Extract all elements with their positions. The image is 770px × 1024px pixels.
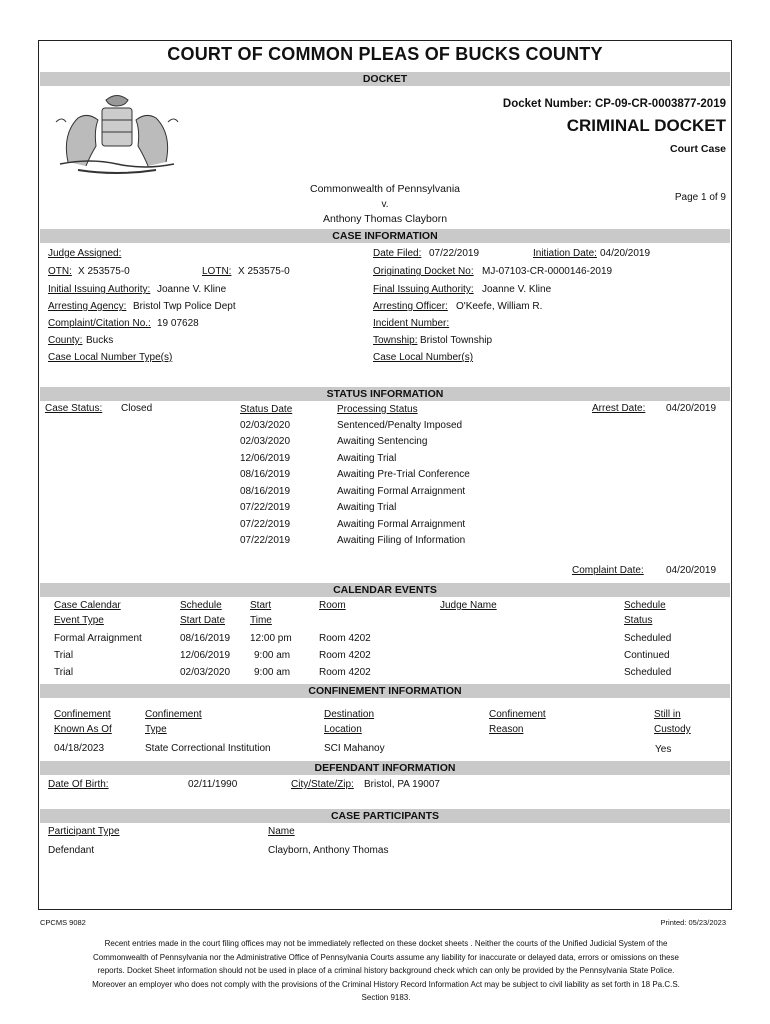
arresting-officer-value: O'Keefe, William R. bbox=[456, 301, 543, 312]
otn-value: X 253575-0 bbox=[78, 266, 130, 277]
form-id: CPCMS 9082 bbox=[40, 918, 86, 927]
status-row-status: Awaiting Pre-Trial Conference bbox=[337, 469, 470, 480]
arresting-agency-label: Arresting Agency: bbox=[48, 301, 127, 312]
case-status-value: Closed bbox=[121, 403, 153, 414]
caption-defendant: Anthony Thomas Clayborn bbox=[322, 213, 448, 225]
cal-row-date: 02/03/2020 bbox=[180, 667, 231, 678]
cal-header-type-2: Event Type bbox=[54, 615, 104, 626]
cal-row-time: 12:00 pm bbox=[250, 633, 292, 644]
conf-dest-value: SCI Mahanoy bbox=[324, 743, 385, 754]
conf-header-dest-2: Location bbox=[324, 724, 362, 735]
docket-type: CRIMINAL DOCKET bbox=[566, 116, 726, 135]
county-label: County: bbox=[48, 335, 83, 346]
status-date-header: Status Date bbox=[240, 404, 293, 415]
initiation-date-label: Initiation Date: bbox=[533, 248, 597, 259]
status-row-status: Awaiting Formal Arraignment bbox=[337, 519, 466, 530]
docket-bar: DOCKET bbox=[40, 72, 730, 86]
local-number-label: Case Local Number(s) bbox=[373, 352, 474, 363]
city-label: City/State/Zip: bbox=[291, 779, 354, 790]
defendant-bar: DEFENDANT INFORMATION bbox=[40, 761, 730, 775]
city-value: Bristol, PA 19007 bbox=[364, 779, 440, 790]
cal-header-type: Case Calendar bbox=[54, 600, 121, 611]
case-kind: Court Case bbox=[669, 143, 726, 155]
cal-header-status-2: Status bbox=[624, 615, 653, 626]
cal-header-room: Room bbox=[319, 600, 346, 611]
status-row-date: 07/22/2019 bbox=[240, 519, 291, 530]
cal-row-date: 12/06/2019 bbox=[180, 650, 231, 661]
cal-row-room: Room 4202 bbox=[319, 633, 371, 644]
incident-number-label: Incident Number: bbox=[373, 318, 450, 329]
judge-assigned-label: Judge Assigned: bbox=[48, 248, 122, 259]
participant-name-header: Name bbox=[268, 826, 295, 837]
lotn-label: LOTN: bbox=[202, 266, 232, 277]
originating-docket-value: MJ-07103-CR-0000146-2019 bbox=[482, 266, 613, 277]
status-row-status: Sentenced/Penalty Imposed bbox=[337, 420, 463, 431]
status-row-date: 12/06/2019 bbox=[240, 453, 291, 464]
cal-header-time: Start bbox=[250, 600, 272, 611]
county-value: Bucks bbox=[86, 335, 114, 346]
case-info-bar: CASE INFORMATION bbox=[40, 229, 730, 243]
initial-authority-value: Joanne V. Kline bbox=[157, 284, 227, 295]
cal-row-type: Formal Arraignment bbox=[54, 633, 142, 644]
complaint-date-label: Complaint Date: bbox=[572, 565, 644, 576]
arrest-date-label: Arrest Date: bbox=[592, 403, 646, 414]
conf-header-reason-2: Reason bbox=[489, 724, 524, 735]
complaint-no-value: 19 07628 bbox=[157, 318, 199, 329]
processing-status-header: Processing Status bbox=[337, 404, 418, 415]
status-row-date: 07/22/2019 bbox=[240, 535, 291, 546]
initial-authority-label: Initial Issuing Authority: bbox=[48, 284, 151, 295]
initiation-date-value: 04/20/2019 bbox=[600, 248, 651, 259]
calendar-bar: CALENDAR EVENTS bbox=[40, 583, 730, 597]
conf-header-dest: Destination bbox=[324, 709, 375, 720]
conf-header-custody: Still in bbox=[654, 709, 681, 720]
otn-label: OTN: bbox=[48, 266, 72, 277]
cal-row-type: Trial bbox=[54, 667, 74, 678]
complaint-no-label: Complaint/Citation No.: bbox=[48, 318, 151, 329]
status-row-status: Awaiting Sentencing bbox=[337, 436, 428, 447]
case-status-label: Case Status: bbox=[45, 403, 103, 414]
cal-header-status: Schedule bbox=[624, 600, 666, 611]
arresting-agency-value: Bristol Twp Police Dept bbox=[133, 301, 236, 312]
arresting-officer-label: Arresting Officer: bbox=[373, 301, 448, 312]
conf-header-type: Confinement bbox=[145, 709, 202, 720]
disclaimer-text: Recent entries made in the court filing offices may not be immediately reflected on these docket sheets . Neither the courts of the Unified Judicial System of the Commonwealth of Pennsylvania nor the Administrative Office of Pennsylvania Courts assume any liability for inaccurate or delayed data, errors or omissions on these reports. Docket Sheet information should not be used in place of a criminal history background check which can only be provided by the Pennsylvania State Police. Moreover an employer who does not comply with the provisions of the Criminal History Record Information Act may be subject to civil liability as set forth in 18 Pa.C.S. Section 9183. bbox=[92, 939, 680, 1002]
page-label: Page 1 of 9 bbox=[674, 192, 726, 203]
cal-row-status: Scheduled bbox=[624, 633, 672, 644]
conf-header-known: Confinement bbox=[54, 709, 111, 720]
cal-row-room: Room 4202 bbox=[319, 667, 371, 678]
complaint-date-value: 04/20/2019 bbox=[666, 565, 717, 576]
conf-known-value: 04/18/2023 bbox=[54, 743, 105, 754]
court-title: COURT OF COMMON PLEAS OF BUCKS COUNTY bbox=[167, 44, 603, 64]
final-authority-label: Final Issuing Authority: bbox=[373, 284, 474, 295]
conf-header-known-2: Known As Of bbox=[54, 724, 112, 735]
conf-header-type-2: Type bbox=[145, 724, 167, 735]
participant-type-value: Defendant bbox=[48, 845, 95, 856]
cal-header-judge: Judge Name bbox=[440, 600, 497, 611]
cal-row-status: Continued bbox=[624, 650, 670, 661]
pennsylvania-seal-icon bbox=[48, 92, 186, 174]
confinement-bar: CONFINEMENT INFORMATION bbox=[40, 684, 730, 698]
cal-row-status: Scheduled bbox=[624, 667, 672, 678]
caption-v: v. bbox=[381, 199, 389, 210]
caption-plaintiff: Commonwealth of Pennsylvania bbox=[310, 183, 460, 195]
participant-type-header: Participant Type bbox=[48, 826, 120, 837]
final-authority-value: Joanne V. Kline bbox=[482, 284, 552, 295]
participants-bar: CASE PARTICIPANTS bbox=[40, 809, 730, 823]
conf-header-custody-2: Custody bbox=[654, 724, 691, 735]
township-label: Township: bbox=[373, 335, 418, 346]
status-row-date: 08/16/2019 bbox=[240, 469, 291, 480]
originating-docket-label: Originating Docket No: bbox=[373, 266, 474, 277]
status-row-status: Awaiting Trial bbox=[337, 502, 397, 513]
status-row-date: 02/03/2020 bbox=[240, 420, 291, 431]
date-filed-label: Date Filed: bbox=[373, 248, 422, 259]
arrest-date-value: 04/20/2019 bbox=[666, 403, 717, 414]
dob-label: Date Of Birth: bbox=[48, 779, 109, 790]
cal-row-time: 9:00 am bbox=[254, 667, 291, 678]
status-row-status: Awaiting Formal Arraignment bbox=[337, 486, 466, 497]
participant-name-value: Clayborn, Anthony Thomas bbox=[268, 845, 389, 856]
status-row-date: 08/16/2019 bbox=[240, 486, 291, 497]
conf-custody-value: Yes bbox=[655, 744, 672, 755]
cal-header-date: Schedule bbox=[180, 600, 222, 611]
cal-row-type: Trial bbox=[54, 650, 74, 661]
cal-header-time-2: Time bbox=[250, 615, 272, 626]
status-row-status: Awaiting Filing of Information bbox=[337, 535, 466, 546]
cal-row-room: Room 4202 bbox=[319, 650, 371, 661]
township-value: Bristol Township bbox=[420, 335, 493, 346]
cal-row-date: 08/16/2019 bbox=[180, 633, 231, 644]
status-row-date: 07/22/2019 bbox=[240, 502, 291, 513]
status-info-bar: STATUS INFORMATION bbox=[40, 387, 730, 401]
conf-type-value: State Correctional Institution bbox=[145, 743, 271, 754]
conf-header-reason: Confinement bbox=[489, 709, 546, 720]
cal-header-date-2: Start Date bbox=[180, 615, 226, 626]
status-row-status: Awaiting Trial bbox=[337, 453, 397, 464]
date-filed-value: 07/22/2019 bbox=[429, 248, 480, 259]
local-type-label: Case Local Number Type(s) bbox=[48, 352, 173, 363]
cal-row-time: 9:00 am bbox=[254, 650, 291, 661]
printed-date: Printed: 05/23/2023 bbox=[660, 918, 726, 927]
docket-number: Docket Number: CP-09-CR-0003877-2019 bbox=[502, 98, 726, 110]
status-row-date: 02/03/2020 bbox=[240, 436, 291, 447]
dob-value: 02/11/1990 bbox=[188, 779, 238, 790]
lotn-value: X 253575-0 bbox=[238, 266, 290, 277]
